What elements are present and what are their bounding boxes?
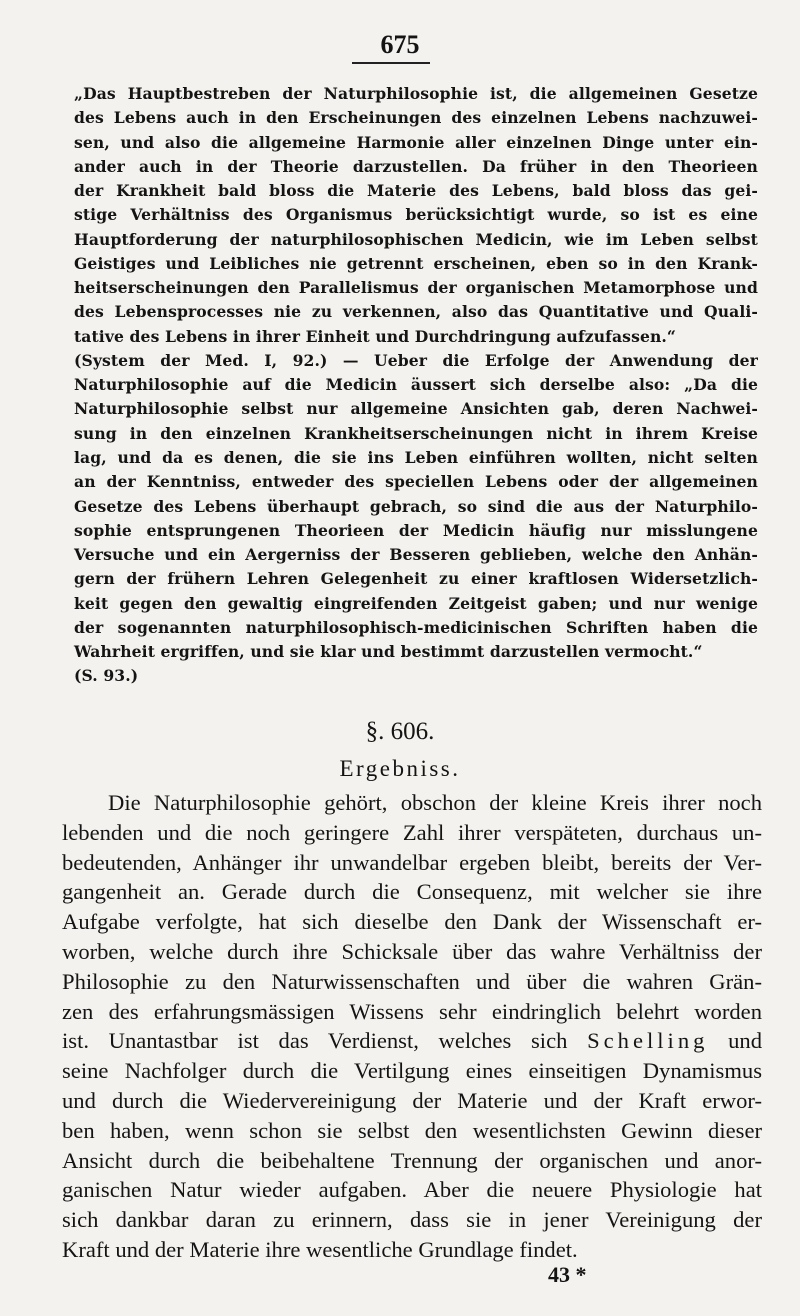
section-title: Ergebniss. [339, 756, 461, 781]
section-number: §. 606. [365, 718, 435, 745]
signature-mark: 43 * [548, 1262, 587, 1287]
quote-line: Gesetze des Lebens überhaupt gebrach, so sind die aus der Naturphilo- [74, 496, 758, 516]
body-line: Philosophie zu den Naturwissenschaften und über die wahren Grän- [62, 968, 762, 994]
body-line: ben haben, wenn schon sie selbst den wesentlichsten Gewinn dieser [62, 1117, 762, 1143]
quote-line: tative des Lebens in ihrer Einheit und Durchdringung aufzufassen.“ [74, 326, 677, 346]
quote-line: Naturphilosophie selbst nur allgemeine Ansichten gab, deren Nachwei- [74, 399, 758, 419]
quote-line: Wahrheit ergriffen, und sie klar und bestimmt darzustellen vermocht.“ [74, 642, 703, 662]
body-line: ganischen Natur wieder aufgaben. Aber die neuere Physiologie hat [62, 1177, 762, 1203]
body-line: Ansicht durch die beibehaltene Trennung der organischen und anor- [62, 1147, 762, 1173]
body-line: lebenden und die noch geringere Zahl ihrer verspäteten, durchaus un- [62, 819, 762, 845]
quote-line: des Lebensprocesses nie zu verkennen, also das Quantitative und Quali- [74, 302, 758, 322]
body-line: ist. Unantastbar ist das Verdienst, welches sich Schelling und [62, 1028, 762, 1054]
quote-line: der sogenannten naturphilosophisch-medicinischen Schriften haben die [74, 617, 758, 637]
quote-line: lag, und da es denen, die sie ins Leben einführen wollten, nicht selten [74, 447, 758, 467]
quotation-block [74, 82, 758, 689]
quote-line: sophie entsprungenen Theorieen der Medicin häufig nur misslungene [74, 520, 758, 540]
body-line: zen des erfahrungsmässigen Wissens sehr eindringlich belehrt worden [62, 998, 762, 1024]
quote-line: stige Verhältniss des Organismus berücksichtigt wurde, so ist es eine [74, 205, 758, 225]
quote-line: Versuche und ein Aergerniss der Besseren geblieben, welche den Anhän- [74, 545, 758, 565]
body-line: und durch die Wiedervereinigung der Materie und der Kraft erwor- [62, 1087, 762, 1113]
spaced-name: Schelling [587, 1028, 709, 1054]
body-line: worben, welche durch ihre Schicksale über das wahre Verhältniss der [62, 938, 762, 964]
quote-line: Naturphilosophie auf die Medicin äussert sich derselbe also: „Da die [74, 375, 758, 395]
header-rule [352, 62, 430, 64]
quote-line: Hauptforderung der naturphilosophischen Medicin, wie im Leben selbst [74, 229, 758, 249]
body-line: Aufgabe verfolgte, hat sich dieselbe den Dank der Wissenschaft er- [62, 909, 762, 935]
body-line: seine Nachfolger durch die Vertilgung eines einseitigen Dynamismus [62, 1058, 762, 1084]
quote-line: sung in den einzelnen Krankheitserscheinungen nicht in ihrem Kreise [74, 423, 758, 443]
quote-line: „Das Hauptbestreben der Naturphilosophie ist, die allgemeinen Gesetze [74, 84, 758, 103]
quote-line: gern der frühern Lehren Gelegenheit zu einer kraftlosen Widersetzlich- [74, 569, 758, 589]
quote-line: sen, und also die allgemeine Harmonie aller einzelnen Dinge unter ein- [74, 132, 758, 152]
body-line: Kraft und der Materie ihre wesentliche Grundlage findet. [62, 1236, 578, 1262]
body-line: gangenheit an. Gerade durch die Consequenz, mit welcher sie ihre [62, 879, 762, 905]
page-number: 675 [380, 30, 420, 59]
quote-line: (S. 93.) [74, 666, 139, 686]
body-line: Die Naturphilosophie gehört, obschon der kleine Kreis ihrer noch [108, 790, 762, 815]
body-line: sich dankbar daran zu erinnern, dass sie in jener Vereinigung der [62, 1207, 762, 1233]
quote-line: an der Kenntniss, entweder des speciellen Lebens oder der allgemeinen [74, 472, 758, 492]
body-line: bedeutenden, Anhänger ihr unwandelbar ergeben bleibt, bereits der Ver- [62, 849, 762, 875]
quote-line: Geistiges und Leibliches nie getrennt erscheinen, eben so in den Krank- [74, 253, 758, 273]
quote-line: keit gegen den gewaltig eingreifenden Zeitgeist gaben; und nur wenige [74, 593, 758, 613]
quote-line: ander auch in der Theorie darzustellen. Da früher in den Theorieen [74, 156, 758, 176]
quote-line: (System der Med. I, 92.) — Ueber die Erfolge der Anwendung der [74, 350, 758, 370]
quote-line: heitserscheinungen den Parallelismus der organischen Metamorphose und [74, 278, 758, 298]
quote-line: der Krankheit bald bloss die Materie des Lebens, bald bloss das gei- [74, 181, 758, 201]
quote-line: des Lebens auch in den Erscheinungen des einzelnen Lebens nachzuwei- [74, 108, 758, 128]
body-text [62, 788, 762, 1265]
